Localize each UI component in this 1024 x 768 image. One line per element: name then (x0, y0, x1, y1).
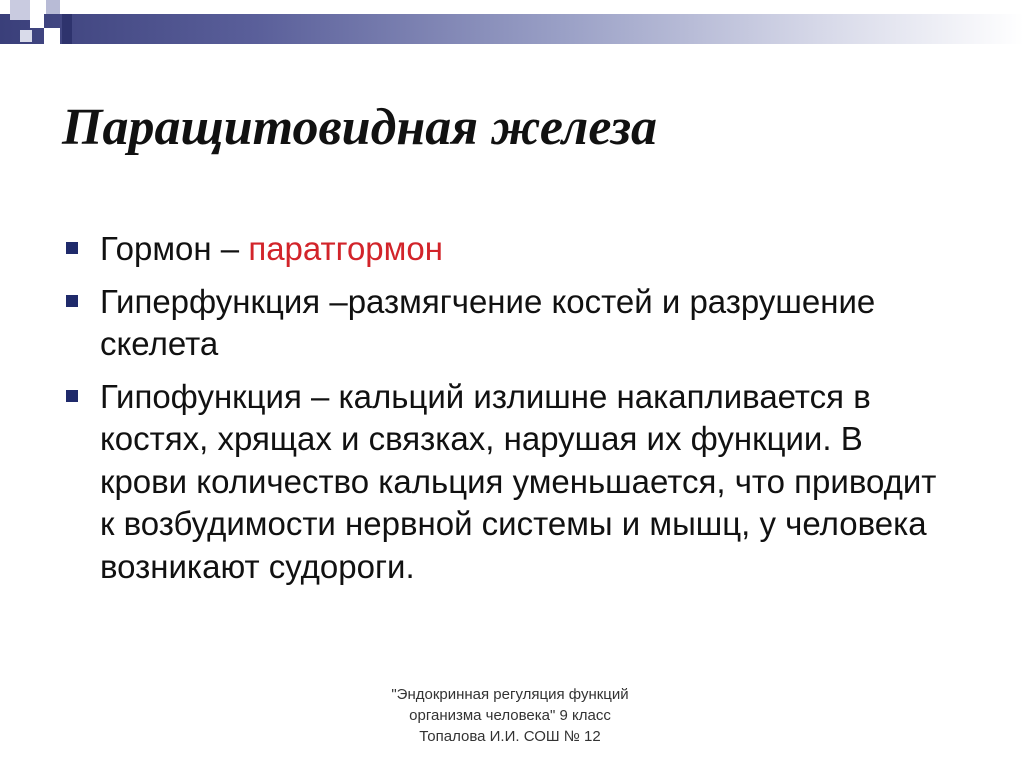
item-lead: Гормон – (100, 230, 249, 267)
decorative-square (44, 28, 60, 44)
list-item (62, 228, 942, 271)
list-item (62, 376, 942, 589)
square-bullet-icon (66, 242, 78, 254)
list-item-text: Гиперфункция –размягчение костей и разрушение скелета (100, 282, 876, 362)
footer-line: "Эндокринная регуляция функций (391, 686, 629, 703)
slide-footer (300, 684, 720, 747)
decorative-square (46, 0, 60, 14)
footer-line: Топалова И.И. СОШ № 12 (419, 728, 601, 745)
decorative-square (20, 30, 32, 42)
square-bullet-icon (66, 390, 78, 402)
footer-line: организма человека" 9 класс (409, 707, 611, 724)
bullet-list (62, 228, 942, 598)
list-item-text: Гипофункция – кальций излишне накапливается в костях, хрящах и связках, нарушая их функции. В крови количество кальция уменьшается, что приводит к возбудимости нервной системы и мышц, у человека возникают судороги. (100, 377, 937, 585)
square-bullet-icon (66, 295, 78, 307)
list-item-text (100, 228, 942, 271)
decorative-header-bar (0, 14, 1024, 44)
slide-title: Паращитовидная железа (62, 99, 658, 156)
decorative-square (10, 0, 30, 20)
hormone-name: паратгормон (248, 230, 443, 267)
decorative-square (30, 14, 44, 28)
list-item (62, 281, 942, 366)
decorative-square (62, 14, 72, 44)
